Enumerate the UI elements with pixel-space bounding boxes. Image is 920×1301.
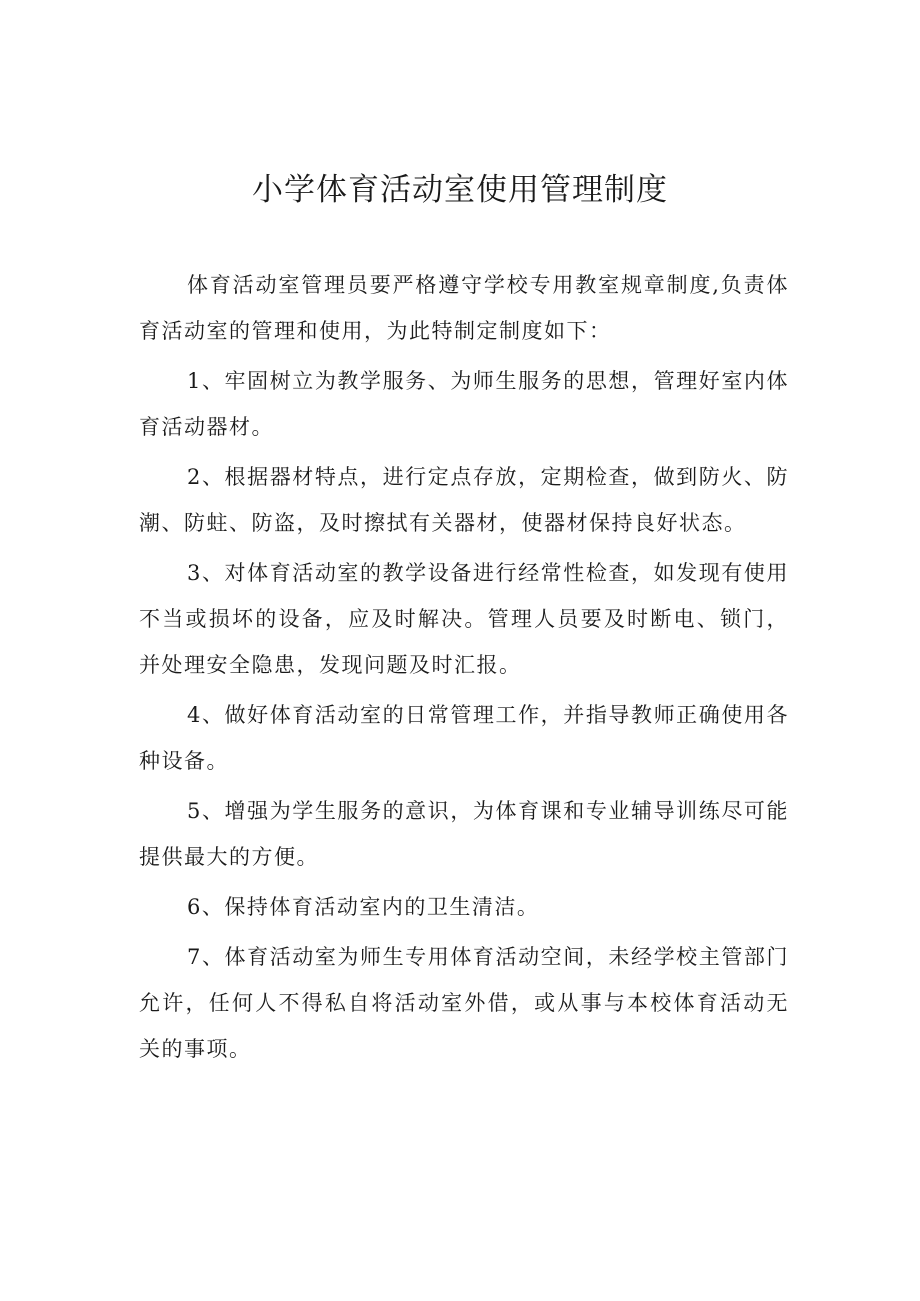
rule-item-3: 3、对体育活动室的教学设备进行经常性检查，如发现有使用不当或损坏的设备，应及时解决。管理人员要及时断电、锁门，并处理安全隐患，发现问题及时汇报。 bbox=[139, 561, 789, 677]
rule-item-1: 1、牢固树立为教学服务、为师生服务的思想，管理好室内体育活动器材。 bbox=[139, 369, 789, 439]
intro-paragraph: 体育活动室管理员要严格遵守学校专用教室规章制度,负责体育活动室的管理和使用，为此特制定制度如下： bbox=[139, 273, 789, 343]
rule-item-7: 7、体育活动室为师生专用体育活动空间，未经学校主管部门允许，任何人不得私自将活动室外借，或从事与本校体育活动无关的事项。 bbox=[139, 945, 789, 1061]
rule-item-6: 6、保持体育活动室内的卫生清洁。 bbox=[187, 895, 540, 919]
rule-item-2: 2、根据器材特点，进行定点存放，定期检查，做到防火、防潮、防蛀、防盗，及时擦拭有关器材，使器材保持良好状态。 bbox=[139, 465, 789, 535]
rule-item-5: 5、增强为学生服务的意识，为体育课和专业辅导训练尽可能提供最大的方便。 bbox=[139, 799, 789, 869]
document-title: 小学体育活动室使用管理制度 bbox=[252, 172, 668, 208]
document-body bbox=[139, 262, 789, 1072]
rule-item-4: 4、做好体育活动室的日常管理工作，并指导教师正确使用各种设备。 bbox=[139, 703, 789, 773]
